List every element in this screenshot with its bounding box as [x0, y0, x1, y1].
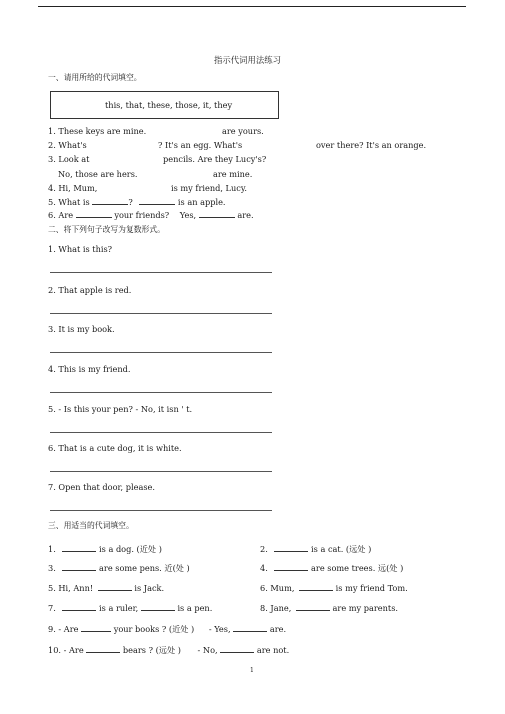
fill-item-2-text: is a cat. (远处 ) — [311, 544, 372, 554]
q3-mid: pencils. Are they Lucy's? — [163, 154, 267, 164]
q1-end: are yours. — [222, 126, 264, 136]
q3-line2: No, those are hers. — [58, 169, 138, 179]
q5-blank-2[interactable] — [139, 196, 175, 205]
fill-item-6-number: 6. Mum, — [260, 583, 295, 593]
fill-item-2 — [260, 543, 371, 555]
fill-item-1-number: 1. — [48, 544, 56, 554]
fill-blank-5[interactable] — [98, 582, 132, 591]
fill-item-3-text: are some pens. 近(处 ) — [99, 563, 190, 573]
fill-item-7-text-2: is a pen. — [177, 603, 213, 613]
q4-start: 4. Hi, Mum, — [48, 183, 98, 193]
fill-blank-7a[interactable] — [62, 602, 96, 611]
fill-blank-4[interactable] — [274, 562, 308, 571]
q5-blank-1[interactable] — [92, 196, 128, 205]
rewrite-item-4: 4. This is my friend. — [48, 364, 131, 374]
fill-item-8-number: 8. Jane, — [260, 603, 292, 613]
fill-blank-9a[interactable] — [81, 623, 111, 632]
fill-item-9-answer: - Yes, — [208, 624, 231, 634]
q6-blank-2[interactable] — [199, 209, 235, 218]
fill-blank-9b[interactable] — [233, 623, 267, 632]
word-box — [50, 91, 279, 119]
section-1-heading: 一、请用所给的代词填空。 — [48, 73, 142, 82]
fill-item-1-text: is a dog. (近处 ) — [99, 544, 162, 554]
fill-item-8 — [260, 602, 398, 613]
fill-item-5-number: 5. Hi, Ann! — [48, 583, 94, 593]
fill-blank-1[interactable] — [62, 543, 96, 552]
q2-mid: ? It's an egg. What's — [158, 140, 243, 150]
section-2-heading: 二、将下列句子改写为复数形式。 — [48, 225, 165, 234]
page-title: 指示代词用法练习 — [214, 55, 281, 65]
fill-item-9 — [48, 623, 286, 635]
fill-blank-3[interactable] — [62, 562, 96, 571]
answer-line-2[interactable] — [50, 313, 272, 314]
rewrite-item-2: 2. That apple is red. — [48, 285, 132, 295]
fill-item-10-question: bears ? (远处 ) — [122, 645, 181, 655]
fill-blank-8[interactable] — [296, 602, 330, 611]
q5-mid: ? — [128, 197, 133, 207]
fill-item-5-text: is Jack. — [134, 583, 165, 593]
rewrite-item-5: 5. - Is this your pen? - No, it isn ' t. — [48, 404, 193, 414]
fill-item-8-text: are my parents. — [332, 603, 399, 613]
fill-item-10-end: are not. — [256, 645, 290, 655]
fill-item-7-text-1: is a ruler, — [99, 603, 139, 613]
answer-line-6[interactable] — [50, 471, 272, 472]
answer-line-7[interactable] — [50, 510, 272, 511]
fill-item-1 — [48, 543, 162, 555]
answer-line-4[interactable] — [50, 392, 272, 393]
fill-item-9-start: 9. - Are — [48, 624, 79, 634]
section-3-heading: 三、用适当的代词填空。 — [48, 521, 134, 530]
q3-start: 3. Look at — [48, 154, 90, 164]
q6-end: are. — [237, 210, 254, 220]
fill-item-9-end: are. — [269, 624, 287, 634]
answer-line-1[interactable] — [50, 272, 272, 273]
fill-blank-7b[interactable] — [141, 602, 175, 611]
fill-item-4-text: are some trees. 远(处 ) — [311, 563, 404, 573]
q6-line — [48, 209, 254, 220]
fill-item-10 — [48, 644, 289, 656]
rewrite-item-1: 1. What is this? — [48, 244, 113, 254]
fill-blank-2[interactable] — [274, 543, 308, 552]
fill-item-4-number: 4. — [260, 563, 268, 573]
fill-item-10-start: 10. - Are — [48, 645, 84, 655]
q2-end: over there? It's an orange. — [316, 140, 427, 150]
q6-yes: Yes, — [179, 210, 197, 220]
answer-line-3[interactable] — [50, 352, 272, 353]
q2-start: 2. What's — [48, 140, 87, 150]
q4-end: is my friend, Lucy. — [171, 183, 247, 193]
q1-start: 1. These keys are mine. — [48, 126, 147, 136]
fill-item-4 — [260, 562, 403, 574]
page-number: 1 — [250, 667, 254, 674]
fill-item-6 — [260, 582, 408, 593]
q3-end: are mine. — [213, 169, 253, 179]
word-box-text: this, that, these, those, it, they — [105, 100, 233, 110]
fill-item-9-question: your books ? (近处 ) — [113, 624, 195, 634]
q5-start: 5. What is — [48, 197, 90, 207]
fill-blank-10b[interactable] — [220, 644, 254, 653]
fill-item-7 — [48, 602, 212, 613]
rewrite-item-3: 3. It is my book. — [48, 324, 115, 334]
q5-end: is an apple. — [177, 197, 226, 207]
fill-blank-10a[interactable] — [86, 644, 120, 653]
fill-item-10-answer: - No, — [197, 645, 218, 655]
rewrite-item-7: 7. Open that door, please. — [48, 482, 155, 492]
q6-mid: your friends? — [114, 210, 170, 220]
fill-item-6-text: is my friend Tom. — [335, 583, 408, 593]
fill-item-5 — [48, 582, 164, 593]
fill-item-3-number: 3. — [48, 563, 56, 573]
q6-blank-1[interactable] — [76, 209, 112, 218]
answer-line-5[interactable] — [50, 432, 272, 433]
fill-item-3 — [48, 562, 190, 574]
q5-line — [48, 196, 226, 207]
fill-item-2-number: 2. — [260, 544, 268, 554]
top-rule — [38, 6, 466, 7]
fill-item-7-number: 7. — [48, 603, 56, 613]
rewrite-item-6: 6. That is a cute dog, it is white. — [48, 443, 182, 453]
q6-start: 6. Are — [48, 210, 74, 220]
fill-blank-6[interactable] — [299, 582, 333, 591]
